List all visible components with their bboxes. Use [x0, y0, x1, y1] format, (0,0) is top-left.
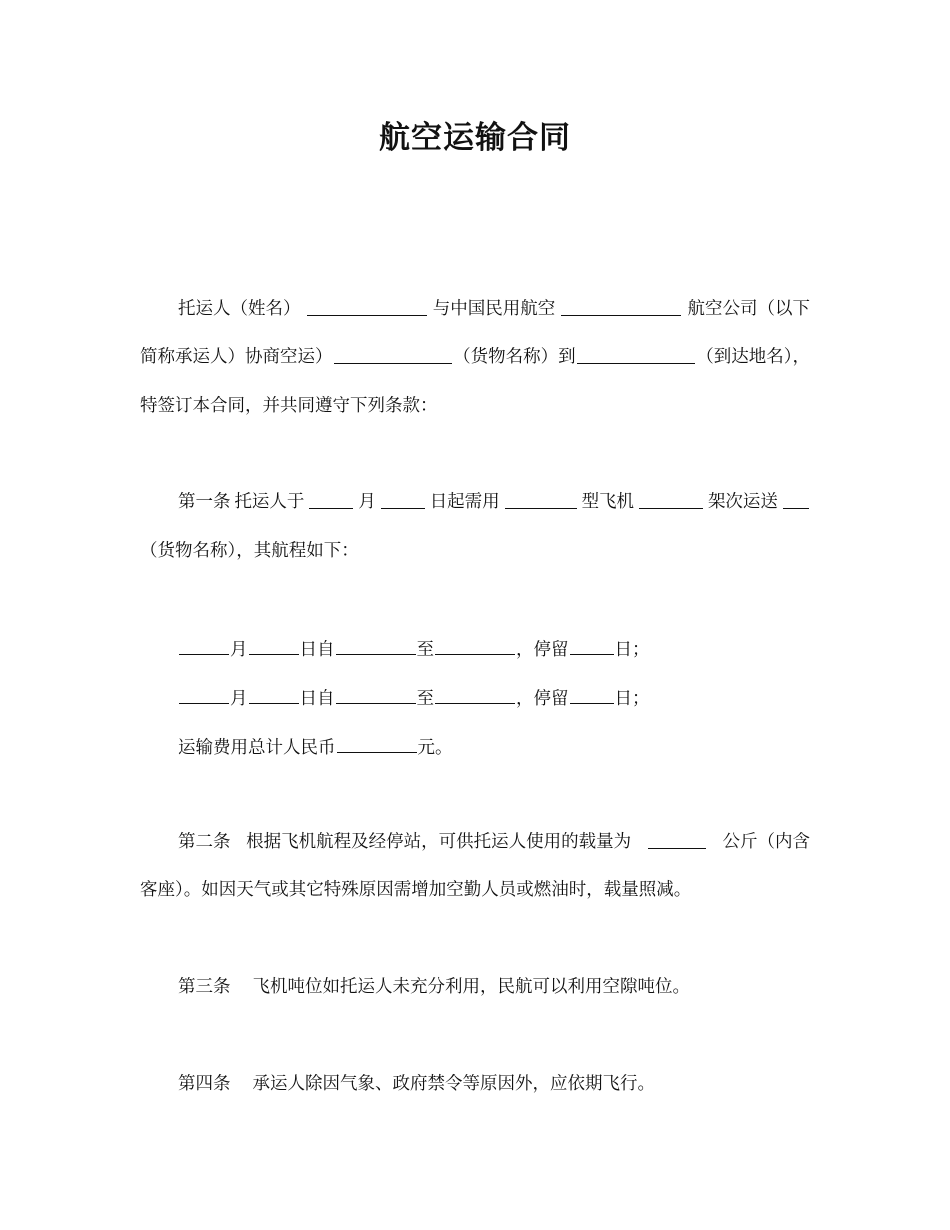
route-day-from: 日自 [299, 689, 335, 709]
fee-line [178, 734, 453, 760]
blank-field [336, 685, 416, 704]
article-text: 公斤（内含 [722, 832, 810, 852]
route-month: 月 [230, 689, 248, 709]
article-label: 第一条 [178, 492, 231, 512]
blank-field [179, 636, 229, 655]
blank-field [179, 685, 229, 704]
blank-field [307, 297, 427, 316]
article-text: 根据飞机航程及经停站，可供托运人使用的载量为 [246, 832, 632, 852]
article-label: 第二条 [178, 832, 231, 852]
blank-field [249, 685, 299, 704]
blank-field [249, 636, 299, 655]
article-2-line-2: 客座）。如因天气或其它特殊原因需增加空勤人员或燃油时，载量照减。 [140, 880, 692, 900]
blank-field [570, 685, 614, 704]
blank-field [570, 636, 614, 655]
preamble-text: 简称承运人）协商空运） [140, 347, 333, 367]
blank-field [337, 734, 417, 753]
preamble-text: （货物名称）到 [453, 347, 576, 367]
article-text: 飞机吨位如托运人未充分利用，民航可以利用空隙吨位。 [252, 977, 690, 997]
article-1-line-1 [178, 490, 810, 514]
blank-field [336, 636, 416, 655]
blank-field [435, 685, 515, 704]
blank-field [561, 297, 681, 316]
preamble-line-2 [140, 345, 810, 369]
article-text: 托运人于 [234, 492, 305, 512]
route-day-end: 日； [614, 640, 650, 660]
route-stay: ，停留 [516, 689, 569, 709]
preamble-text: 与中国民用航空 [432, 299, 556, 319]
preamble-line-1 [178, 297, 810, 321]
route-line-1 [178, 636, 650, 662]
article-text: 承运人除因气象、政府禁令等原因外，应依期飞行。 [252, 1074, 655, 1094]
route-day-from: 日自 [299, 640, 335, 660]
article-3-line [178, 975, 690, 999]
preamble-text: 托运人（姓名） [178, 299, 301, 319]
blank-field [435, 636, 515, 655]
preamble-text: 航空公司（以下 [687, 299, 810, 319]
preamble-text: （到达地名）， [696, 347, 810, 367]
route-stay: ，停留 [516, 640, 569, 660]
article-label: 第四条 [178, 1074, 231, 1094]
route-to: 至 [416, 640, 434, 660]
fee-unit: 元。 [417, 738, 453, 758]
article-text: 日起需用 [429, 492, 500, 512]
route-day-end: 日； [614, 689, 650, 709]
fee-text: 运输费用总计人民币 [178, 738, 336, 758]
blank-field [334, 345, 453, 364]
article-text: 型飞机 [581, 492, 635, 512]
blank-field [505, 490, 577, 509]
route-month: 月 [230, 640, 248, 660]
article-2-line-1 [178, 830, 810, 854]
blank-field [309, 490, 353, 509]
article-label: 第三条 [178, 977, 231, 997]
article-text: 月 [358, 492, 376, 512]
article-text: 架次运送 [707, 492, 778, 512]
article-4-line [178, 1072, 655, 1096]
preamble-line-3: 特签订本合同，并共同遵守下列条款： [140, 396, 438, 416]
blank-field [639, 490, 703, 509]
blank-field [577, 345, 696, 364]
route-line-2 [178, 685, 650, 711]
blank-field [381, 490, 425, 509]
article-1-line-2: （货物名称），其航程如下： [140, 541, 359, 561]
blank-field [783, 490, 809, 509]
route-to: 至 [416, 689, 434, 709]
blank-field [648, 830, 706, 849]
document-title: 航空运输合同 [379, 120, 571, 156]
